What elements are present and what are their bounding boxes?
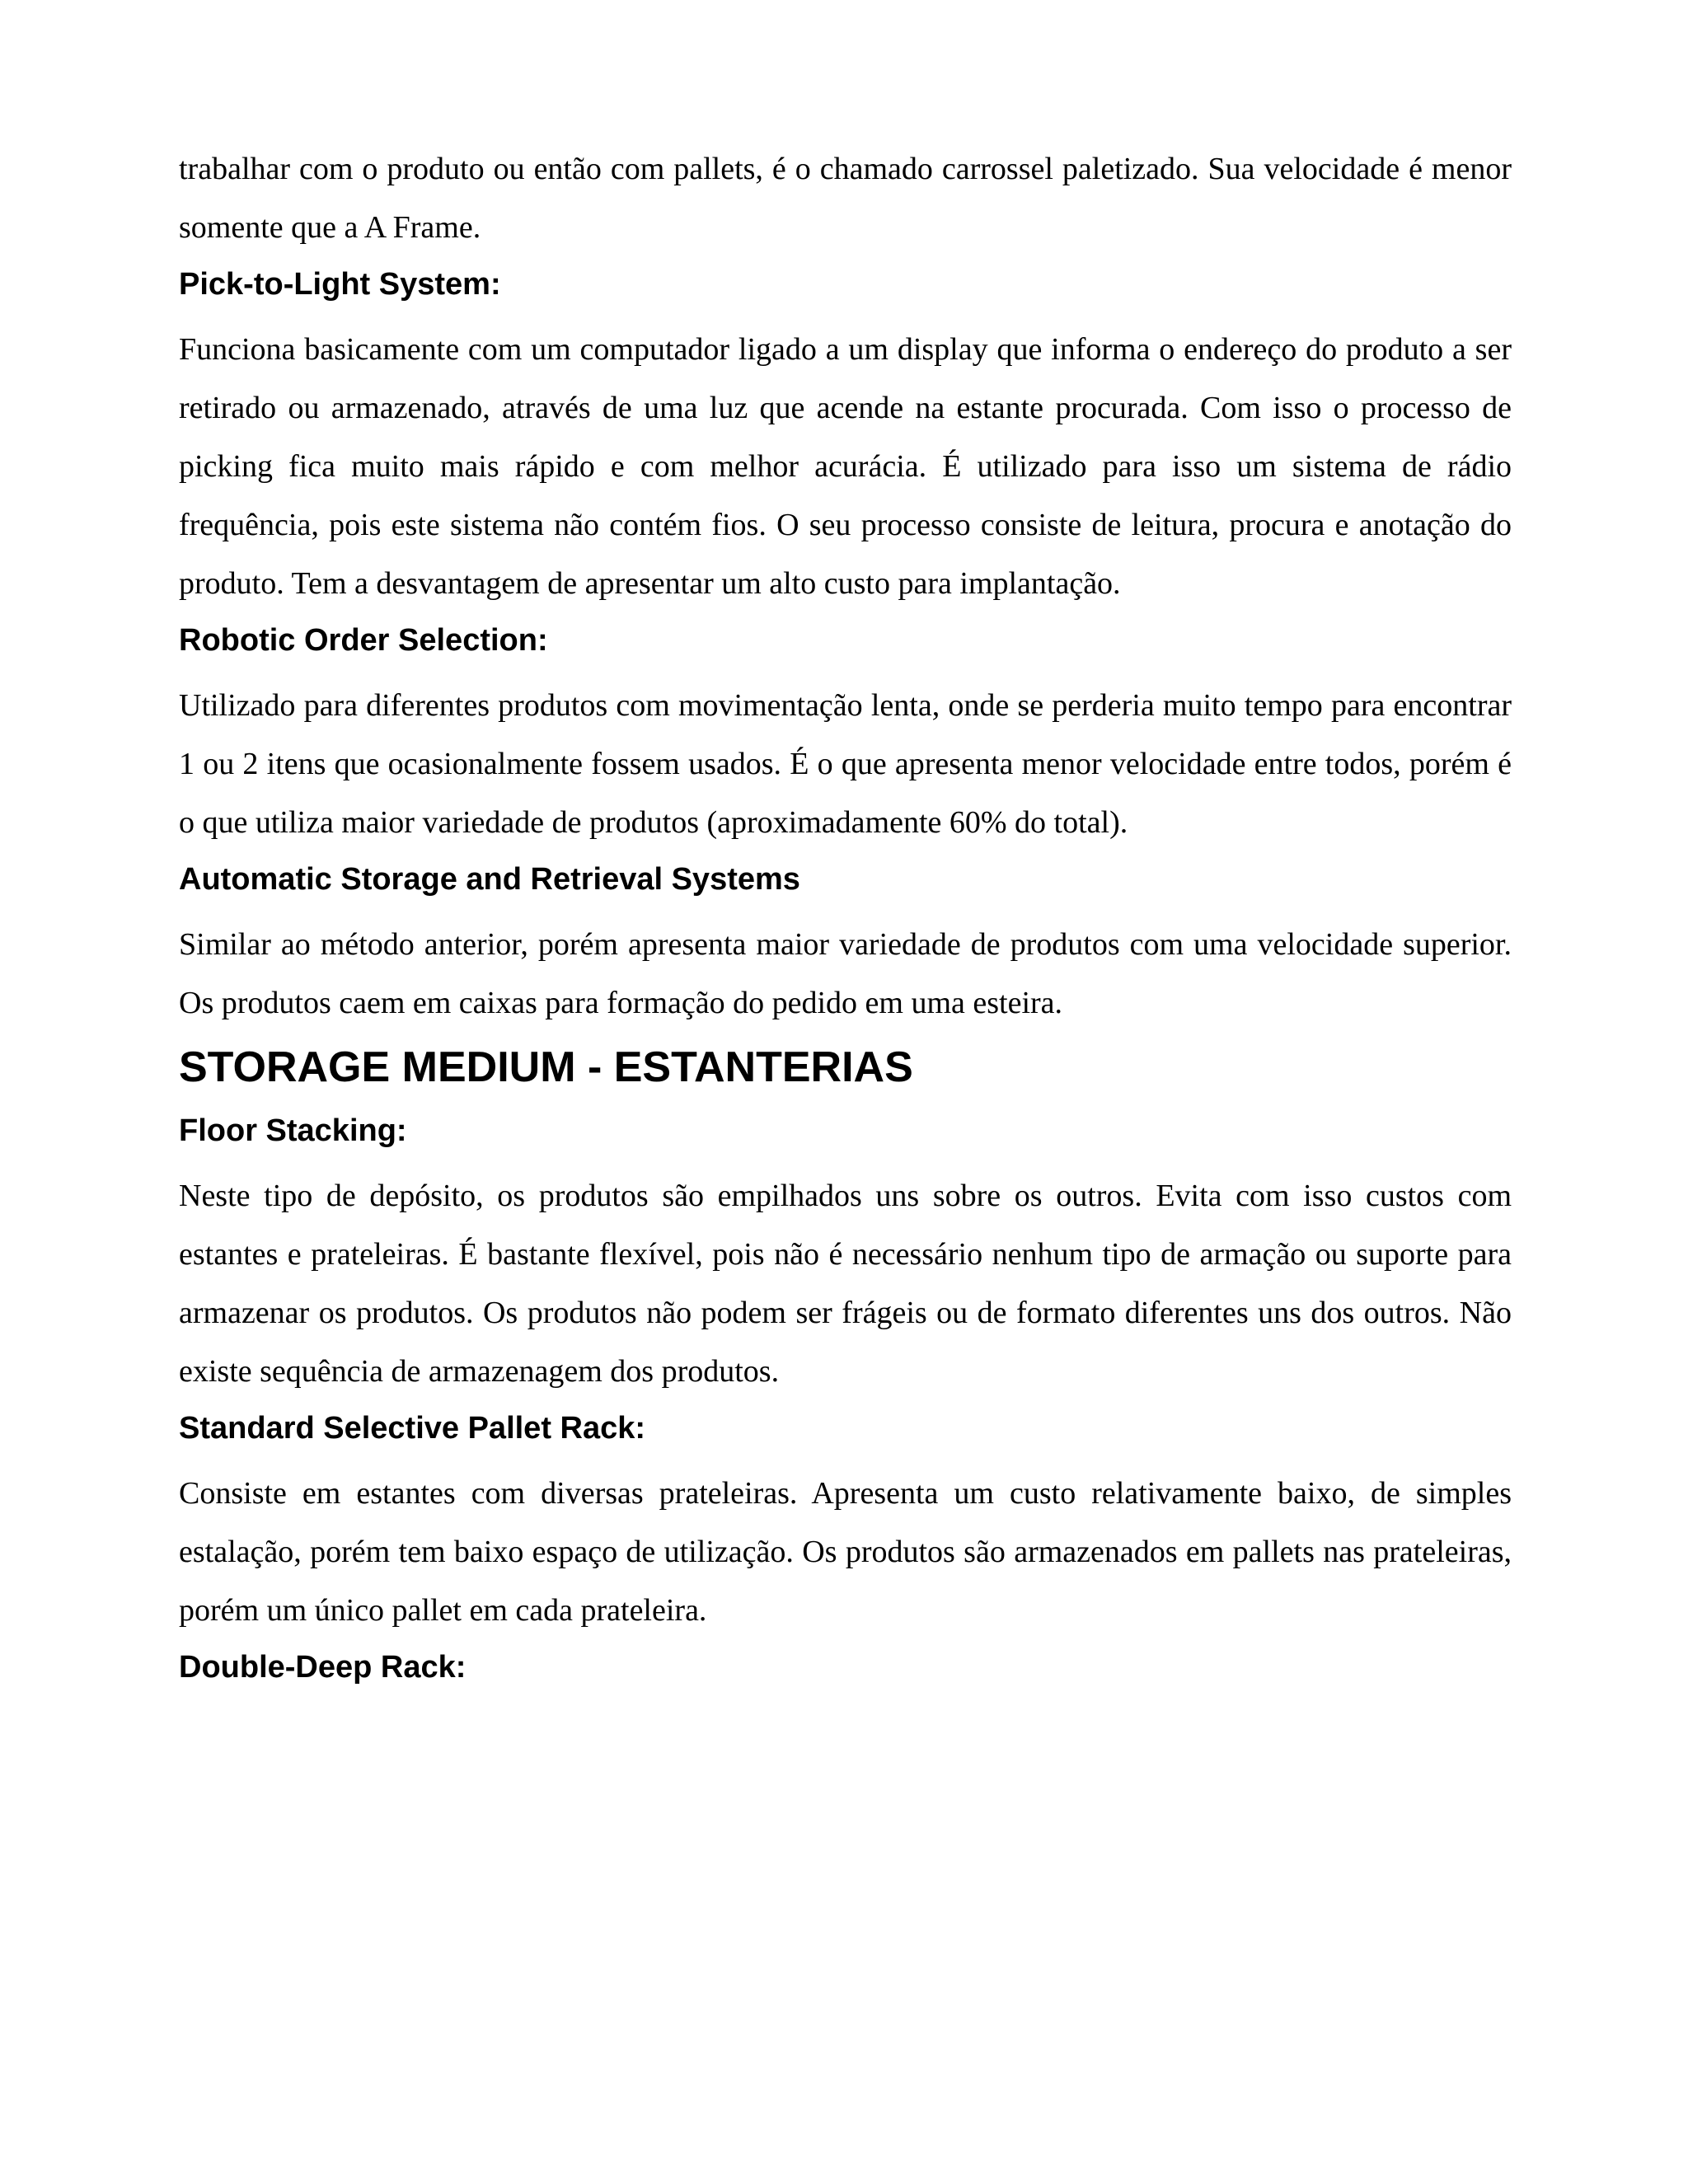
heading-double-deep-rack: Double-Deep Rack: [179, 1650, 467, 1685]
heading-selective-pallet-rack: Standard Selective Pallet Rack: [179, 1411, 646, 1446]
document-page [179, 152, 1512, 1685]
paragraph-selective-pallet-rack: Consiste em estantes com diversas prateleiras. Apresenta um custo relativamente baixo, de simples estalação, porém tem baixo espaço de utilização. Os produtos são armazenados em pallets nas prateleiras, porém um único pallet em cada prateleira. [179, 1476, 1512, 1628]
paragraph-floor-stacking: Neste tipo de depósito, os produtos são empilhados uns sobre os outros. Evita com isso custos com estantes e prateleiras. É bastante flexível, pois não é necessário nenhum tipo de armação ou suporte para armazenar os produtos. Os produtos não podem ser frágeis ou de formato diferentes uns dos outros. Não existe sequência de armazenagem dos produtos. [179, 1179, 1512, 1389]
paragraph-intro: trabalhar com o produto ou então com pallets, é o chamado carrossel paletizado. Sua velocidade é menor somente que a A Frame. [179, 152, 1512, 245]
paragraph-asrs: Similar ao método anterior, porém apresenta maior variedade de produtos com uma velocidade superior. Os produtos caem em caixas para formação do pedido em uma esteira. [179, 927, 1512, 1020]
paragraph-robotic-order-selection: Utilizado para diferentes produtos com movimentação lenta, onde se perderia muito tempo para encontrar 1 ou 2 itens que ocasionalmente fossem usados. É o que apresenta menor velocidade entre todos, porém é o que utiliza maior variedade de produtos (aproximadamente 60% do total). [179, 688, 1512, 840]
heading-asrs: Automatic Storage and Retrieval Systems [179, 862, 800, 897]
heading-pick-to-light: Pick-to-Light System: [179, 267, 501, 302]
heading-floor-stacking: Floor Stacking: [179, 1113, 407, 1148]
heading-robotic-order-selection: Robotic Order Selection: [179, 623, 548, 658]
section-title-storage-medium: STORAGE MEDIUM - ESTANTERIAS [179, 1043, 913, 1091]
paragraph-pick-to-light: Funciona basicamente com um computador ligado a um display que informa o endereço do produto a ser retirado ou armazenado, através de uma luz que acende na estante procurada. Com isso o processo de picking fica muito mais rápido e com melhor acurácia. É utilizado para isso um sistema de rádio frequência, pois este sistema não contém fios. O seu processo consiste de leitura, procura e anotação do produto. Tem a desvantagem de apresentar um alto custo para implantação. [179, 332, 1512, 601]
